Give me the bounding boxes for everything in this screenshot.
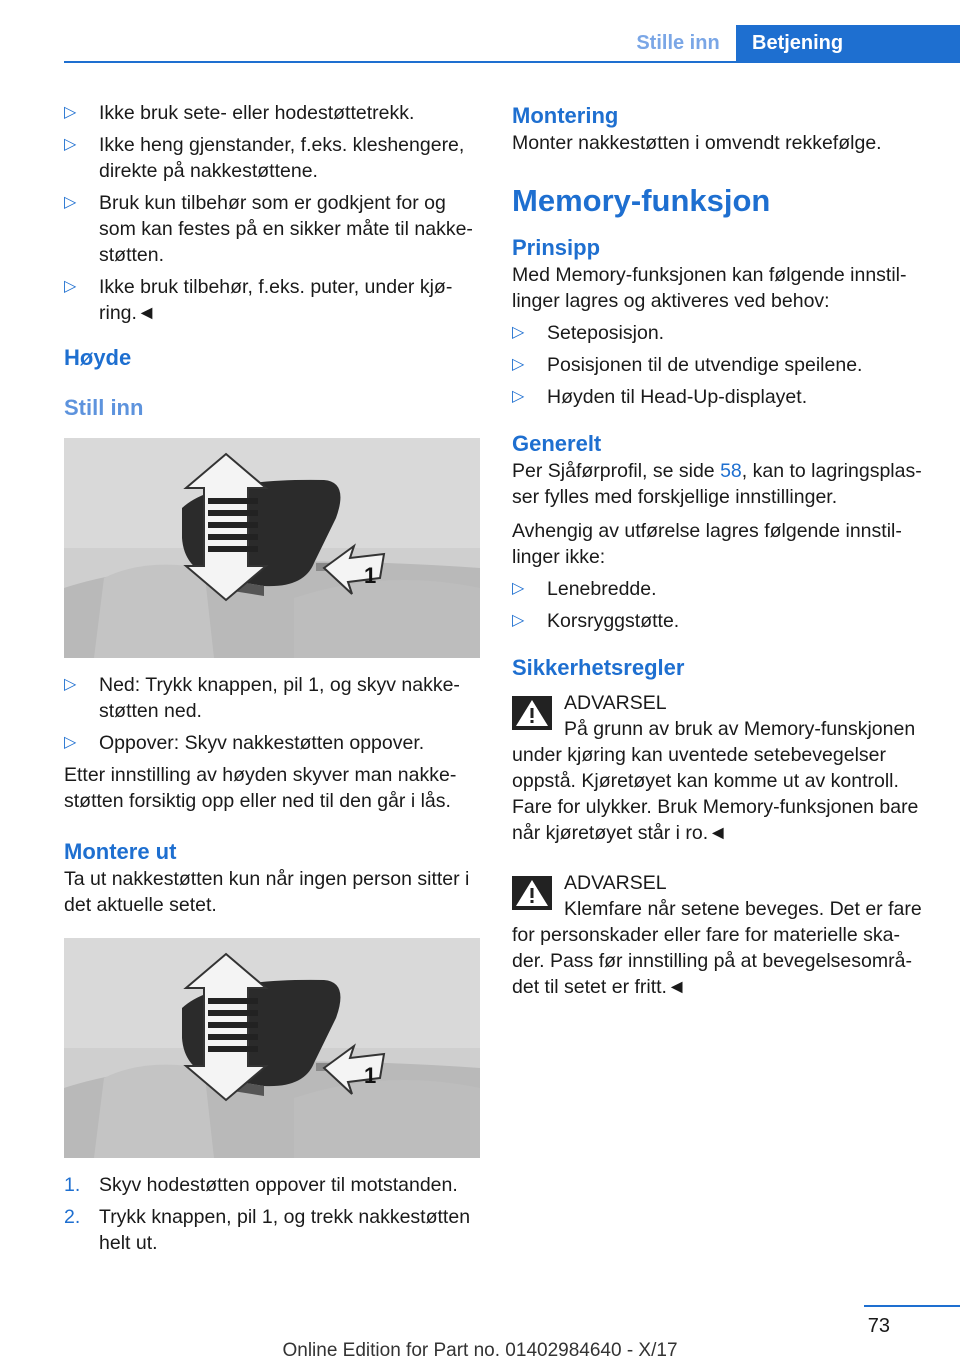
arrow-number-label: 1: [364, 563, 377, 588]
headrest-figure-2: [64, 938, 480, 1158]
right-column: [512, 100, 928, 1000]
warning-triangle-icon: [512, 876, 552, 910]
page-reference-link[interactable]: 58: [720, 460, 742, 482]
paragraph-avhengig: Avhengig av utførelse lagres følgende innstil-linger ikke:: [512, 520, 902, 568]
list-item: ▷ Seteposisjon.: [512, 322, 665, 344]
left-column: [64, 100, 480, 1262]
warning-title: ADVARSEL: [564, 692, 667, 714]
warning-title: ADVARSEL: [564, 872, 667, 894]
warning-triangle-icon: [512, 696, 552, 730]
list-item: ▷ Lenebredde.: [512, 578, 657, 600]
steps-list: [64, 1172, 480, 1256]
headrest-figure-1: [64, 438, 480, 658]
heading-hoyde: Høyde: [64, 345, 132, 370]
list-item: ▷ Posisjonen til de utvendige speilene.: [512, 354, 863, 376]
triangle-bullet-icon: ▷: [64, 278, 77, 295]
paragraph-montering: Monter nakkestøtten i omvendt rekkefølge.: [512, 132, 882, 154]
list-item: ▷ Oppover: Skyv nakkestøtten oppover.: [64, 732, 425, 754]
triangle-bullet-icon: ▷: [512, 356, 525, 373]
bullet-list-ikke: [512, 576, 928, 634]
triangle-bullet-icon: ▷: [64, 676, 77, 693]
paragraph-prinsipp: Med Memory-funksjonen kan følgende innstil-linger lagres og aktiveres ved behov:: [512, 264, 907, 312]
warning-lead: Klemfare når setene beveges. Det er fare: [564, 898, 922, 920]
heading-sikkerhetsregler: Sikkerhetsregler: [512, 655, 685, 680]
heading-memory-funksjon: Memory-funksjon: [512, 183, 771, 218]
heading-generelt: Generelt: [512, 431, 602, 456]
list-item: 1. Skyv hodestøtten oppover til motstanden.: [64, 1174, 458, 1196]
arrow-number-label: 1: [364, 1063, 377, 1088]
list-item: ▷ Høyden til Head-Up-displayet.: [512, 386, 808, 408]
triangle-bullet-icon: ▷: [512, 388, 525, 405]
headrest-illustration: [64, 438, 480, 658]
list-item: ▷ Korsryggstøtte.: [512, 610, 680, 632]
list-item: ▷ Ikke bruk tilbehør, f.eks. puter, under kjø-ring.◄: [64, 276, 453, 324]
list-item: ▷ Bruk kun tilbehør som er godkjent for og som kan festes på en sikker måte til nakke-støtten.: [64, 192, 473, 266]
warning-block: [512, 690, 928, 742]
bullet-list-prinsipp: [512, 320, 928, 410]
bullet-list-top: [64, 100, 480, 326]
triangle-bullet-icon: ▷: [512, 580, 525, 597]
triangle-bullet-icon: ▷: [512, 324, 525, 341]
headrest-illustration: [64, 938, 480, 1158]
page-number: 73: [867, 1315, 890, 1337]
list-item: ▷ Ikke heng gjenstander, f.eks. kleshengere, direkte på nakkestøttene.: [64, 134, 465, 182]
heading-still-inn: Still inn: [64, 395, 144, 420]
warning-block: [512, 870, 928, 922]
header-section: Stille inn: [636, 32, 720, 54]
triangle-bullet-icon: ▷: [64, 136, 77, 153]
footer-rule: [864, 1305, 960, 1307]
paragraph-montere-ut: Ta ut nakkestøtten kun når ingen person sitter i det aktuelle setet.: [64, 868, 470, 916]
header-rule: [64, 61, 960, 63]
footer-edition: Online Edition for Part no. 01402984640 - X/17: [282, 1340, 678, 1361]
header-chapter-tab: Betjening: [736, 25, 960, 63]
warning-text: under kjøring kan uventede setebevegelser oppstå. Kjøretøyet kan komme ut av kontroll. Fare for ulykker. Bruk Memory-funksjonen bare når kjøretøyet står i ro.◄: [512, 744, 919, 844]
list-item: 2. Trykk knappen, pil 1, og trekk nakkestøtten helt ut.: [64, 1206, 471, 1254]
triangle-bullet-icon: ▷: [64, 104, 77, 121]
heading-prinsipp: Prinsipp: [512, 235, 601, 260]
heading-montering: Montering: [512, 103, 619, 128]
warning-lead: På grunn av bruk av Memory-funskjonen: [564, 718, 916, 740]
list-item: ▷ Ikke bruk sete- eller hodestøttetrekk.: [64, 102, 415, 124]
heading-montere-ut: Montere ut: [64, 839, 177, 864]
bullet-list-adjust: [64, 672, 480, 756]
paragraph-after-adjust: Etter innstilling av høyden skyver man nakke-støtten forsiktig opp eller ned til den går i lås.: [64, 764, 457, 812]
triangle-bullet-icon: ▷: [512, 612, 525, 629]
paragraph-generelt: Per Sjåførprofil, se side 58, kan to lagringsplas-ser fylles med forskjellige innstillinger.: [512, 460, 922, 508]
warning-text: for personskader eller fare for materielle ska-der. Pass før innstilling på at bevegelsesområ-det til setet er fritt.◄: [512, 924, 912, 998]
list-item: ▷ Ned: Trykk knappen, pil 1, og skyv nakke-støtten ned.: [64, 674, 460, 722]
triangle-bullet-icon: ▷: [64, 734, 77, 751]
triangle-bullet-icon: ▷: [64, 194, 77, 211]
